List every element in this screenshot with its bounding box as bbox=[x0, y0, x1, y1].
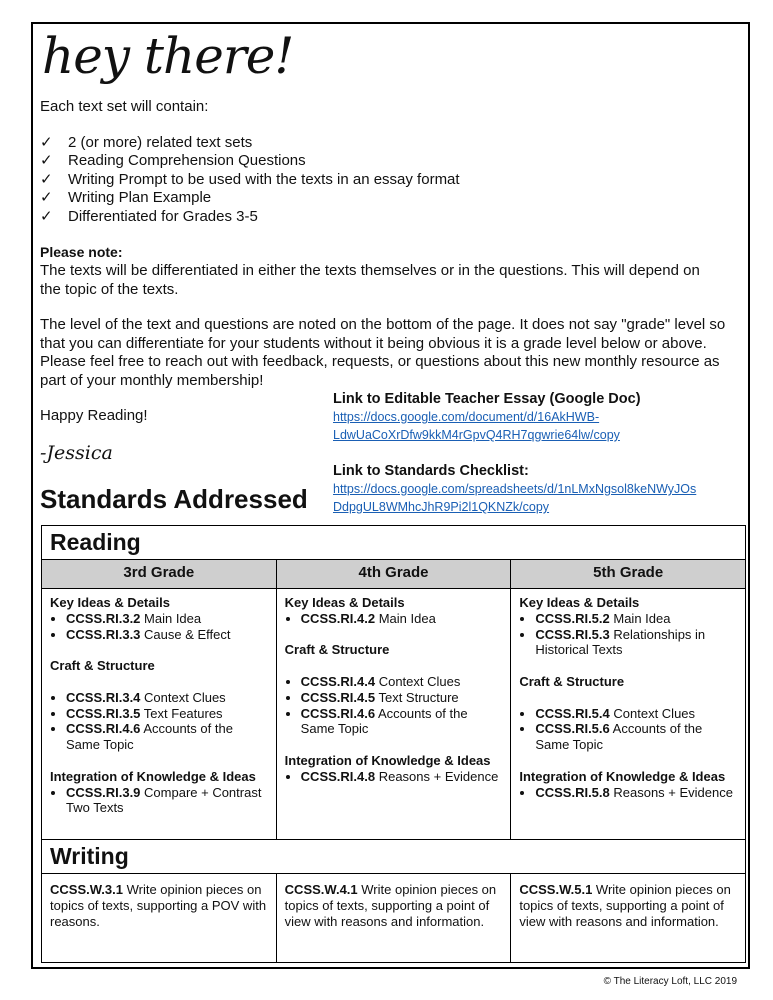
check-icon: ✓ bbox=[40, 134, 53, 151]
checklist-item: ✓ Writing Prompt to be used with the texts in an essay format bbox=[40, 170, 460, 188]
intro-text: Each text set will contain: bbox=[40, 98, 209, 115]
copyright-footer: © The Literacy Loft, LLC 2019 bbox=[603, 976, 737, 987]
standards-heading: Standards Addressed bbox=[40, 484, 308, 514]
standard-item: • CCSS.RI.3.2 Main Idea bbox=[66, 611, 268, 627]
essay-link-label: Link to Editable Teacher Essay (Google Doc) bbox=[333, 391, 641, 407]
writing-heading: Writing bbox=[42, 839, 745, 874]
writing-grade-4: CCSS.W.4.1 Write opinion pieces on topics of texts, supporting a point of view with reasons and information. bbox=[276, 874, 511, 962]
standard-item: • CCSS.RI.3.9 Compare + Contrast Two Texts bbox=[66, 785, 268, 817]
standard-item: • CCSS.RI.5.3 Relationships in Historical Texts bbox=[535, 627, 737, 659]
note-heading: Please note: bbox=[40, 244, 123, 260]
writing-columns bbox=[42, 874, 745, 962]
checklist-item: ✓ Reading Comprehension Questions bbox=[40, 152, 306, 170]
essay-link[interactable]: LdwUaCoXrDfw9kkM4rGpvQ4RH7qgwrie64lw/copy bbox=[333, 428, 620, 442]
grade-header-5: 5th Grade bbox=[510, 560, 745, 588]
page-title: hey there! bbox=[42, 27, 294, 85]
grade-header-4: 4th Grade bbox=[276, 560, 511, 588]
essay-link[interactable]: https://docs.google.com/document/d/16AkHWB- bbox=[333, 410, 600, 424]
standard-item: • CCSS.RI.4.6 Accounts of the Same Topic bbox=[66, 721, 268, 753]
standard-item: • CCSS.RI.5.6 Accounts of the Same Topic bbox=[535, 721, 737, 753]
checklist-link-label: Link to Standards Checklist: bbox=[333, 463, 529, 479]
check-icon: ✓ bbox=[40, 189, 53, 207]
standard-item: • CCSS.RI.3.4 Context Clues bbox=[66, 690, 268, 706]
checklist-link[interactable]: DdpgUL8WMhcJhR9Pi2l1QKNZk/copy bbox=[333, 500, 550, 514]
reading-columns bbox=[42, 587, 745, 839]
standard-item: • CCSS.RI.5.2 Main Idea bbox=[535, 611, 737, 627]
standard-item: • CCSS.RI.4.4 Context Clues bbox=[301, 674, 503, 690]
standards-table bbox=[41, 525, 746, 963]
closing-text: Happy Reading! bbox=[40, 407, 148, 424]
links-block bbox=[333, 390, 753, 516]
writing-grade-5: CCSS.W.5.1 Write opinion pieces on topics of texts, supporting a point of view with reasons and information. bbox=[510, 874, 745, 962]
checklist-item: ✓ 2 (or more) related text sets bbox=[40, 134, 253, 151]
check-icon: ✓ bbox=[40, 207, 53, 225]
grade-header-3: 3rd Grade bbox=[123, 564, 195, 581]
standard-item: • CCSS.RI.3.5 Text Features bbox=[66, 706, 268, 722]
reading-grade-4: Key Ideas & Details • CCSS.RI.4.2 Main Idea Craft & Structure • CCSS.RI.4.4 Context Clues • CCSS.RI.4.5 Text Structure • CCSS.RI.4.6 Accounts of the Same Topic Integration of Knowledge & Ideas • CCSS.RI.4.8 Reasons + Evidence bbox=[276, 587, 511, 839]
checklist-link[interactable]: https://docs.google.com/spreadsheets/d/1nLMxNgsol8keNWyJOs bbox=[333, 482, 697, 496]
standard-item: • CCSS.RI.4.6 Accounts of the Same Topic bbox=[301, 706, 503, 738]
reading-heading: Reading bbox=[50, 529, 141, 555]
standard-item: • CCSS.RI.4.2 Main Idea bbox=[301, 611, 503, 627]
checklist-item: ✓ Differentiated for Grades 3-5 bbox=[40, 207, 258, 225]
note-paragraph-2: The level of the text and questions are noted on the bottom of the page. It does not say "grade" level so that you can differentiate for your students without it being obvious it is a grade level below or above. Please feel free to reach out with feedback, requests, or questions about this new monthly resource as part of your monthly membership! bbox=[40, 316, 726, 389]
standard-item: • CCSS.RI.4.5 Text Structure bbox=[301, 690, 503, 706]
standard-item: • CCSS.RI.5.4 Context Clues bbox=[535, 706, 737, 722]
signature: -Jessica bbox=[40, 442, 113, 464]
check-icon: ✓ bbox=[40, 152, 53, 170]
grade-header-row bbox=[42, 559, 745, 589]
standard-item: • CCSS.RI.5.8 Reasons + Evidence bbox=[535, 785, 737, 801]
reading-grade-5: Key Ideas & Details • CCSS.RI.5.2 Main Idea • CCSS.RI.5.3 Relationships in Historical Texts Craft & Structure • CCSS.RI.5.4 Context Clues • CCSS.RI.5.6 Accounts of the Same Topic Integration of Knowledge & Ideas • CCSS.RI.5.8 Reasons + Evidence bbox=[510, 587, 745, 839]
writing-grade-3: CCSS.W.3.1 Write opinion pieces on topics of texts, supporting a POV with reasons. bbox=[50, 882, 267, 929]
contents-checklist bbox=[40, 134, 460, 226]
standard-item: • CCSS.RI.4.8 Reasons + Evidence bbox=[301, 769, 503, 785]
checklist-item: ✓ Writing Plan Example bbox=[40, 189, 212, 207]
standard-item: • CCSS.RI.3.3 Cause & Effect bbox=[66, 627, 268, 643]
reading-grade-3: Key Ideas & Details • CCSS.RI.3.2 Main Idea • CCSS.RI.3.3 Cause & Effect Craft & Structure • CCSS.RI.3.4 Context Clues • CCSS.RI.3.5 Text Features • CCSS.RI.4.6 Accounts of the Same Topic Integration of Knowledge & Ideas • CCSS.RI.3.9 Compare + Contrast Two Texts bbox=[42, 587, 276, 839]
check-icon: ✓ bbox=[40, 170, 53, 188]
note-paragraph-1: The texts will be differentiated in either the texts themselves or in the questions. This will depend on the topic of the texts. bbox=[40, 262, 700, 298]
